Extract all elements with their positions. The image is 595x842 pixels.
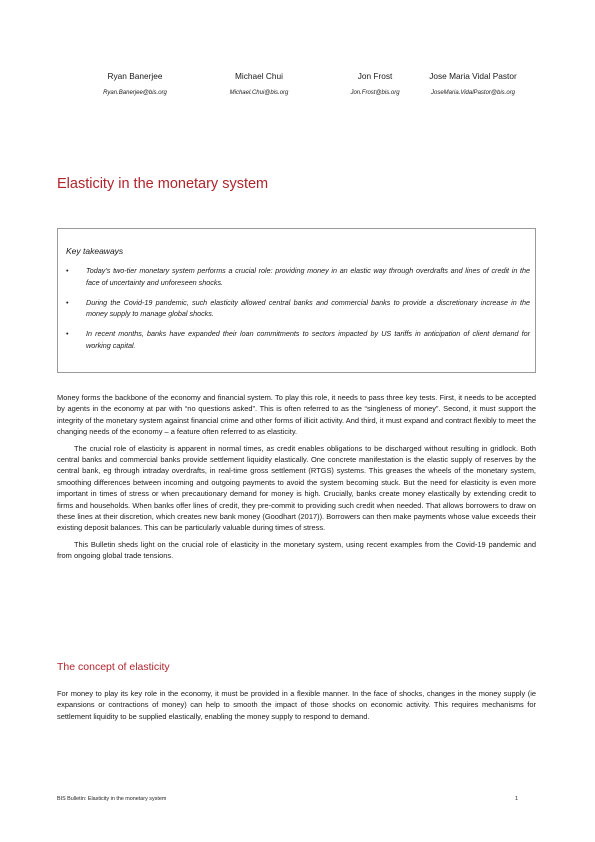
list-item (58, 265, 537, 288)
author-email[interactable]: Ryan.Banerjee@bis.org (103, 90, 167, 96)
bullet-icon: • (66, 329, 69, 338)
author-email[interactable]: Jon.Frost@bis.org (350, 90, 400, 96)
author-name: Michael Chui (235, 71, 283, 81)
key-takeaways-list (58, 265, 537, 360)
bullet-icon: • (66, 266, 69, 275)
list-item-text: During the Covid-19 pandemic, such elasticity allowed central banks and commercial banks to provide a discretionary increase in the money supply to manage global shocks. (86, 297, 530, 318)
page-title: Elasticity in the monetary system (57, 176, 269, 192)
bullet-icon: • (66, 297, 69, 307)
paragraph: This Bulletin sheds light on the crucial role of elasticity in the monetary system, using recent examples from the Covid-19 pandemic and from ongoing global trade tensions. (57, 539, 536, 561)
section-heading: The concept of elasticity (57, 661, 170, 673)
page-number: 1 (515, 796, 518, 802)
author-email[interactable]: JoseMaria.VidalPastor@bis.org (430, 90, 516, 96)
list-item-text: In recent months, banks have expanded their loan commitments to sectors impacted by US tariffs in anticipation of client demand for working capital. (86, 329, 530, 350)
paragraph: For money to play its key role in the economy, it must be provided in a flexible manner. In the face of shocks, changes in the money supply (ie expansions or contractions of money) can help to smooth the impact of those shocks on economic activity. This requires mechanisms for settlement liquidity to be supplied elastically, enabling the money supply to respond to demand. (57, 689, 536, 721)
list-item-text: Today’s two-tier monetary system performs a crucial role: providing money in an elastic way through overdrafts and lines of credit in the face of uncertainty and unforeseen shocks. (86, 266, 530, 287)
key-takeaways-box (57, 228, 536, 373)
footer-title: BIS Bulletin: Elasticity in the monetary system (57, 796, 167, 802)
paragraph: The crucial role of elasticity is apparent in normal times, as credit enables obligations to be discharged without resulting in gridlock. Both central banks and commercial banks provide settlement liquidity elastically. One concrete manifestation is the elastic supply of reserves by the central bank, eg through intraday overdrafts, in real-time gross settlement (RTGS) systems. This greases the wheels of the monetary system, smoothing differences between incoming and outgoing payments to avoid the system becoming stuck. But the need for elasticity is even more important in times of stress or when precautionary demand for money is high. Crucially, banks create money elastically by extending credit to firms and households. When banks offer lines of credit, they pre-commit to providing such credit when needed. That allows borrowers to draw on these lines at their discretion, which creates new bank money (Goodhart (2017)). Borrowers can then make payments whose value exceeds their existing deposit balances. This can be particularly valuable during times of stress. (57, 443, 536, 533)
author-name: Jon Frost (357, 71, 393, 81)
page-footer (57, 796, 518, 802)
list-item (58, 297, 537, 320)
key-takeaways-heading: Key takeaways (66, 246, 124, 256)
body-text (57, 688, 536, 727)
author (398, 70, 548, 98)
body-text (57, 392, 536, 567)
author-name: Jose Maria Vidal Pastor (429, 71, 517, 81)
list-item (58, 328, 537, 351)
paragraph: Money forms the backbone of the economy and financial system. To play this role, it needs to pass three key tests. First, it needs to be accepted by agents in the economy at par with “no questions asked”. This is often referred to as the “singleness of money”. Second, it must support the integrity of the monetary system against financial crime and other forms of illicit activity. And third, it must expand and contract flexibly to meet the changing needs of the economy – a feature often referred to as elasticity. (57, 393, 536, 437)
author-name: Ryan Banerjee (107, 71, 163, 81)
author-block (0, 70, 595, 110)
author-email[interactable]: Michael.Chui@bis.org (229, 90, 289, 96)
